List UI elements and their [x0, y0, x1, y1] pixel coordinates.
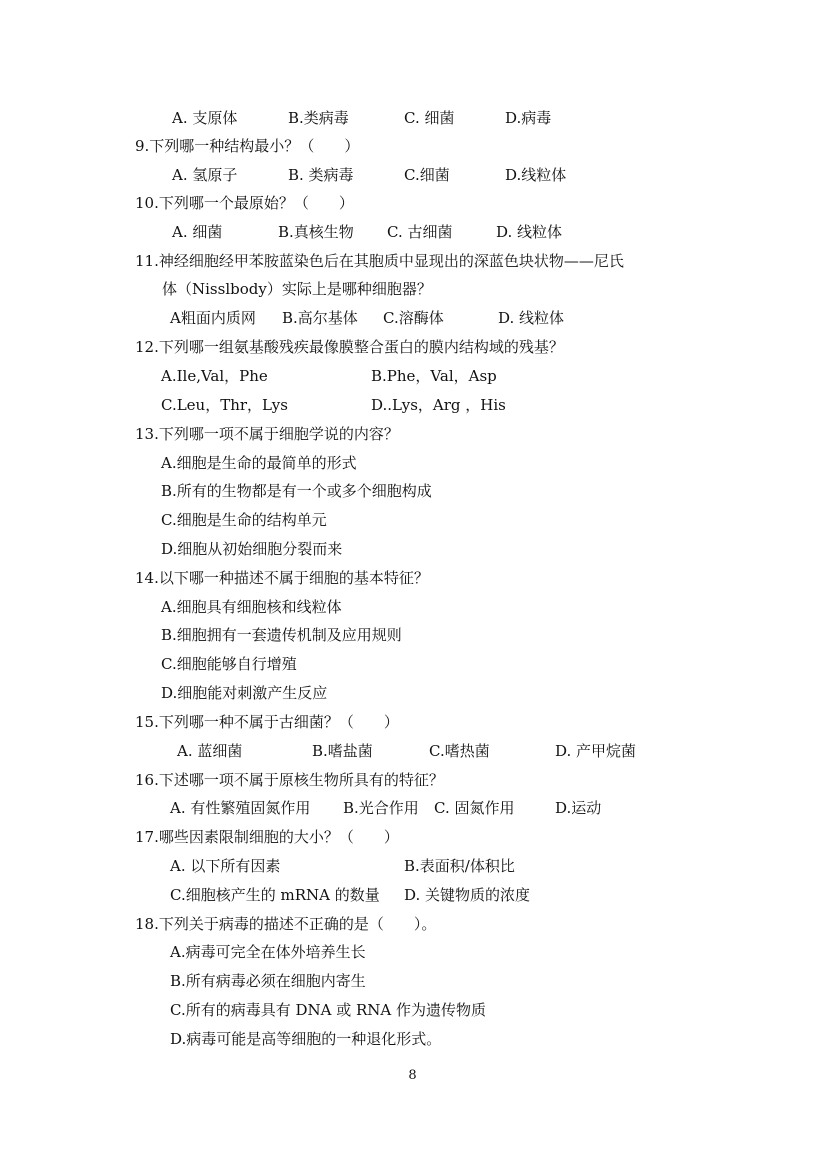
q11-option-d: D. 线粒体	[498, 309, 565, 327]
q11-option-c: C.溶酶体	[383, 309, 444, 327]
q12-option-d: D..Lys，Arg ，His	[371, 396, 506, 414]
q8-option-b: B.类病毒	[288, 109, 349, 127]
q18-option-c: C.所有的病毒具有 DNA 或 RNA 作为遗传物质	[170, 1001, 487, 1019]
q10-option-d: D. 线粒体	[496, 223, 563, 241]
q14-option-d: D.细胞能对刺激产生反应	[161, 684, 328, 702]
q11-stem-line-2: 体（Nisslbody）实际上是哪种细胞器？	[162, 280, 432, 298]
q15-option-d: D. 产甲烷菌	[555, 742, 637, 760]
q14-stem: 14.以下哪一种描述不属于细胞的基本特征？	[135, 569, 429, 587]
q10-stem: 10.下列哪一个最原始？（ ）	[135, 194, 354, 212]
q16-option-b: B.光合作用	[343, 799, 419, 817]
q14-option-c: C.细胞能够自行增殖	[161, 655, 297, 673]
q8-option-d: D.病毒	[505, 109, 552, 127]
q9-option-b: B. 类病毒	[288, 166, 354, 184]
q11-option-a: A粗面内质网	[170, 309, 256, 327]
q9-option-a: A. 氢原子	[172, 166, 238, 184]
q11-option-b: B.高尔基体	[282, 309, 358, 327]
q12-option-b: B.Phe，Val，Asp	[371, 367, 497, 385]
q13-option-a: A.细胞是生命的最简单的形式	[161, 454, 357, 472]
q13-option-d: D.细胞从初始细胞分裂而来	[161, 540, 343, 558]
q13-option-b: B.所有的生物都是有一个或多个细胞构成	[161, 482, 432, 500]
q15-option-b: B.嗜盐菌	[312, 742, 373, 760]
q17-stem: 17.哪些因素限制细胞的大小？（ ）	[135, 828, 399, 846]
q18-option-b: B.所有病毒必须在细胞内寄生	[170, 972, 366, 990]
q10-option-b: B.真核生物	[278, 223, 354, 241]
q13-stem: 13.下列哪一项不属于细胞学说的内容？	[135, 425, 399, 443]
q12-option-a: A.Ile,Val，Phe	[161, 367, 268, 385]
q16-option-d: D.运动	[555, 799, 602, 817]
q15-option-c: C.嗜热菌	[429, 742, 490, 760]
q18-option-a: A.病毒可完全在体外培养生长	[170, 943, 366, 961]
q16-option-c: C. 固氮作用	[434, 799, 515, 817]
q9-stem: 9.下列哪一种结构最小？（ ）	[135, 137, 360, 155]
q17-option-c: C.细胞核产生的 mRNA 的数量	[170, 886, 380, 904]
q11-stem-line-1: 11.神经细胞经甲苯胺蓝染色后在其胞质中显现出的深蓝色块状物——尼氏	[135, 252, 624, 270]
q10-option-c: C. 古细菌	[387, 223, 453, 241]
q18-option-d: D.病毒可能是高等细胞的一种退化形式。	[170, 1030, 442, 1048]
q13-option-c: C.细胞是生命的结构单元	[161, 511, 327, 529]
q17-option-d: D. 关键物质的浓度	[404, 886, 531, 904]
q8-option-a: A. 支原体	[172, 109, 238, 127]
q17-option-a: A. 以下所有因素	[170, 857, 281, 875]
q15-stem: 15.下列哪一种不属于古细菌？（ ）	[135, 713, 399, 731]
q17-option-b: B.表面积/体积比	[404, 857, 515, 875]
q16-option-a: A. 有性繁殖固氮作用	[170, 799, 311, 817]
q10-option-a: A. 细菌	[172, 223, 223, 241]
q8-option-c: C. 细菌	[404, 109, 455, 127]
page-number: 8	[408, 1068, 417, 1083]
q14-option-b: B.细胞拥有一套遗传机制及应用规则	[161, 626, 402, 644]
q12-stem: 12.下列哪一组氨基酸残疾最像膜整合蛋白的膜内结构域的残基？	[135, 338, 564, 356]
q12-option-c: C.Leu，Thr，Lys	[161, 396, 288, 414]
q9-option-c: C.细菌	[404, 166, 450, 184]
q14-option-a: A.细胞具有细胞核和线粒体	[161, 598, 342, 616]
q9-option-d: D.线粒体	[505, 166, 567, 184]
q18-stem: 18.下列关于病毒的描述不正确的是（ ）。	[135, 915, 437, 933]
q15-option-a: A. 蓝细菌	[177, 742, 243, 760]
q16-stem: 16.下述哪一项不属于原核生物所具有的特征？	[135, 771, 444, 789]
